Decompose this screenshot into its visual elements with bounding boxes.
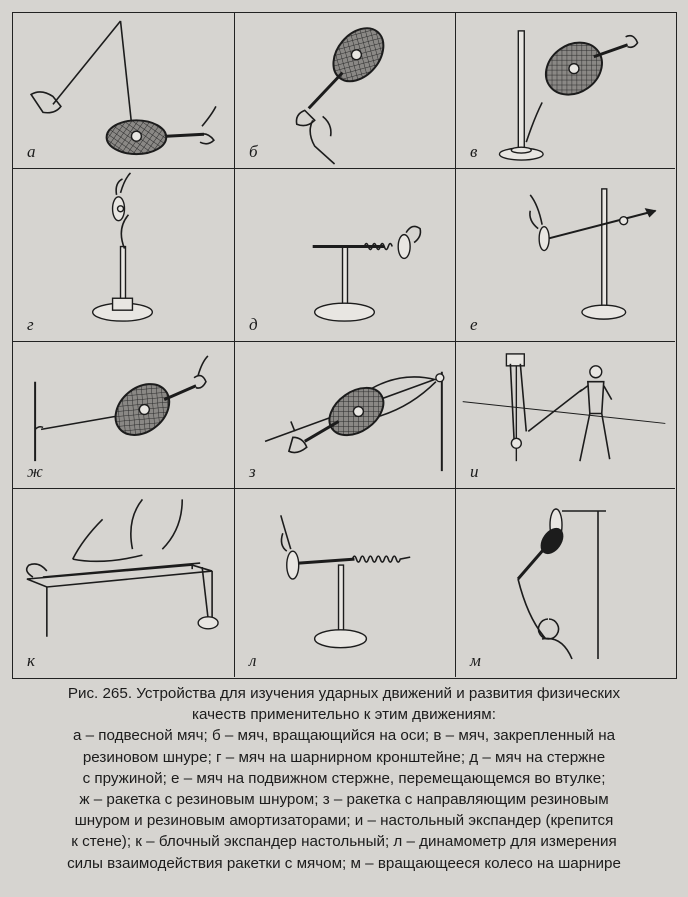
block-table-expander-illustration [13, 489, 234, 677]
ball-on-axis-illustration [235, 13, 455, 168]
racket-with-rubber-cord-illustration [13, 342, 234, 488]
dynamometer-illustration [235, 489, 455, 677]
panel-l [235, 489, 456, 677]
panel-label: з [249, 462, 256, 481]
panel-k [13, 489, 235, 677]
panel-label: е [470, 315, 478, 334]
ball-on-rubber-cord-illustration [456, 13, 675, 168]
panel-a [13, 13, 235, 169]
rotating-wheel-illustration [456, 489, 675, 677]
table-expander-illustration [456, 342, 675, 488]
panel-v [456, 13, 675, 169]
figure-grid [12, 12, 677, 679]
panel-z [235, 342, 456, 489]
caption-line: резиновом шнуре; г – мяч на шарнирном кронштейне; д – мяч на стержне [82, 748, 606, 766]
panel-label: б [249, 142, 258, 161]
panel-label: к [27, 651, 35, 670]
panel-m [456, 489, 675, 677]
panel-b [235, 13, 456, 169]
racket-with-guide-cord-illustration [235, 342, 455, 488]
ball-on-hinged-bracket-illustration [13, 169, 234, 341]
caption-line: ж – ракетка с резиновым шнуром; з – ракетка с направляющим резиновым [79, 791, 609, 809]
panel-label: ж [27, 462, 43, 481]
figure-caption [0, 683, 688, 874]
caption-line: силы взаимодействия ракетки с мячом; м – вращающееся колесо на шарнире [67, 854, 621, 872]
caption-line: а – подвесной мяч; б – мяч, вращающийся на оси; в – мяч, закрепленный на [72, 727, 616, 745]
panel-zh [13, 342, 235, 489]
panel-d [235, 169, 456, 342]
panel-label: м [470, 651, 481, 670]
panel-i [456, 342, 675, 489]
panel-label: д [249, 315, 258, 334]
panel-label: а [27, 142, 36, 161]
caption-line: к стене); к – блочный экспандер настольный; л – динамометр для измерения [71, 833, 617, 851]
caption-line: с пружиной; е – мяч на подвижном стержне, перемещающемся во втулке; [82, 769, 606, 787]
ball-on-moving-rod-illustration [456, 169, 675, 341]
caption-title-line2: качеств применительно к этим движениям: [192, 706, 496, 724]
caption-line: шнуром и резиновым амортизаторами; и – настольный экспандер (крепится [74, 812, 614, 830]
caption-title-line1: Рис. 265. Устройства для изучения ударных движений и развития физических [67, 685, 621, 702]
suspended-ball-illustration [13, 13, 234, 168]
panel-label: в [470, 142, 478, 161]
panel-label: л [249, 651, 257, 670]
ball-on-rod-with-spring-illustration [235, 169, 455, 341]
panel-e [456, 169, 675, 342]
panel-label: и [470, 462, 479, 481]
panel-g [13, 169, 235, 342]
panel-label: г [27, 315, 34, 334]
